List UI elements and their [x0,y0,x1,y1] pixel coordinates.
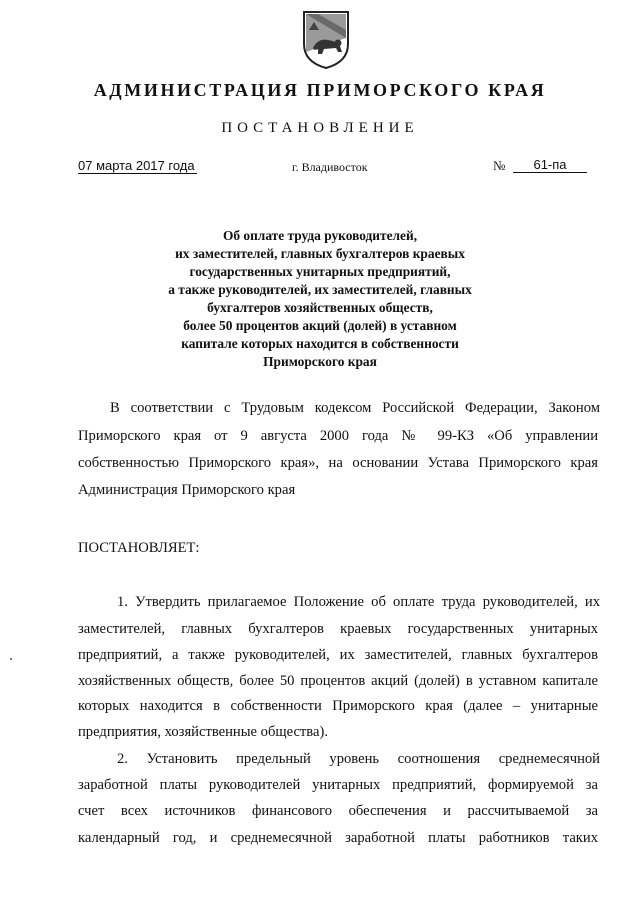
subject-line: а также руководителей, их заместителей, главных [168,282,472,297]
document-number-label: № [493,158,506,173]
item-1-line: которых находится в собственности Приморского края (далее – унитарные [78,698,598,714]
subject-line: бухгалтеров хозяйственных обществ, [207,300,433,315]
subject-line: государственных унитарных предприятий, [189,264,451,279]
item-1-line: предприятия, хозяйственные общества). [78,724,328,740]
item-1-line: предприятий, а также руководителей, их заместителей, главных бухгалтеров [78,647,598,663]
issuing-authority: АДМИНИСТРАЦИЯ ПРИМОРСКОГО КРАЯ [93,80,547,100]
item-1-line: заместителей, главных бухгалтеров краевых государственных унитарных [78,621,598,637]
preamble-line: Администрация Приморского края [78,482,296,498]
subject-line: Об оплате труда руководителей, [222,228,418,243]
item-1-line: хозяйственных обществ, более 50 процентов акций (долей) в уставном капитале [78,673,598,689]
item-1-line: 1. Утвердить прилагаемое Положение об оплате труда руководителей, их [117,594,600,610]
document-type: ПОСТАНОВЛЕНИЕ [221,120,419,136]
item-2-line: счет всех источников финансового обеспечения и рассчитываемой за [78,803,598,819]
item-2-line: 2. Установить предельный уровень соотношения среднемесячной [117,751,600,767]
document-subject [0,227,640,371]
subject-line: капитале которых находится в собственности [181,336,459,351]
coat-of-arms-icon [300,8,352,70]
item-2-line: календарный год, и среднемесячной заработной платы работников таких [78,830,598,846]
scan-speck [10,658,12,660]
subject-line: Приморского края [263,354,377,369]
document-number: 61-па [513,157,587,173]
preamble-line: В соответствии с Трудовым кодексом Российской Федерации, Законом [110,400,600,416]
subject-line: их заместителей, главных бухгалтеров краевых [175,246,465,261]
item-2-line: заработной платы руководителей унитарных предприятий, формируемой за [78,777,598,793]
document-city: г. Владивосток [292,160,368,174]
decree-word: ПОСТАНОВЛЯЕТ: [78,540,200,556]
preamble-line: Приморского края от 9 августа 2000 года № 99-КЗ «Об управлении [78,428,598,444]
preamble-line: собственностью Приморского края», на основании Устава Приморского края [78,455,598,471]
document-date: 07 марта 2017 года [78,158,195,173]
subject-line: более 50 процентов акций (долей) в уставном [183,318,457,333]
